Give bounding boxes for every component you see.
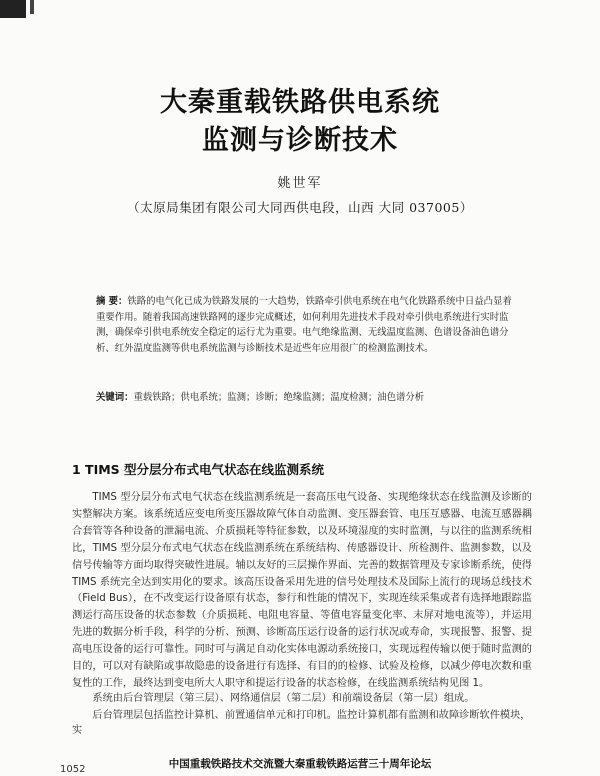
keywords-text: 重载铁路；供电系统；监测；诊断；绝缘监测；温度检测；油色谱分析: [133, 392, 425, 403]
author: 姚世军: [277, 176, 323, 191]
abstract-text: 铁路的电气化已成为铁路发展的一大趋势，铁路牵引供电系统在电气化铁路系统中日益凸显着重要作用。随着我国高速铁路网的逐步完成概述，如何利用先进技术手段对牵引供电系统进行实时监测，确保牵引供电系统安全稳定的运行尤为重要。电气绝缘监测、无线温度监测、色谱设备油色谱分析、红外温度监测等供电系统监测与诊断技术是近些年应用很广的检测监测技术。: [96, 296, 512, 354]
scan-corner-mark-2: [30, 0, 34, 14]
body-line-system-structure: 系统由后台管理层（第三层）、网络通信层（第二层）和前端设备层（第一层）组成。: [92, 693, 475, 704]
section-1-paragraph: TIMS 型分层分布式电气状态在线监测系统是一套高压电气设备、实现绝缘状态在线监测及诊断的实整解决方案。该系统适应变电所变压器故障气体自动监测、变压器套管、电压互感器、电流互感器耦合套管等各种设备的泄漏电流、介质损耗等特征参数，以及环境湿度的实时监测，与以往的监测系统相比，TIMS 型分层分布式电气状态在线监测系统在系统结构、传感器设计、所检测件、监测参数，以及信号传输等方面均取得突破性进展。辅以友好的三层操作界面、完善的数据管理及专家诊断系统，使得 TIMS 系统完全达到实用化的要求。该高压设备采用先进的信号处理技术及国际上流行的现场总线技术（Field Bus），在不改变运行设备原有状态，参行和性能的情况下，实现连续采集或者有选择地跟踪监测运行高压设备的状态参数（介质损耗、电阻电容量、等值电容量变化率、末屏对地电流等），并运用先进的数据分析手段，科学的分析、预测、诊断高压运行设备的运行状况或寿命，实现报警、报警、提高电压设备的运行可靠性。同时可与满足自动化实体电源动系统接口，实现远程传输以便于随时监测的目的，可以对有缺陷或事故隐患的设备进行有选择、有目的的检修、试验及检修，以减少停电次数和重复性的工作，最终达到变电所大人职守和提运行设备的状态检修，在线监测系统结构见图 1。: [72, 492, 532, 689]
keywords-label: 关键词：: [96, 392, 134, 403]
abstract-label: 摘 要：: [96, 296, 128, 307]
title-line-2: 监测与诊断技术: [202, 125, 398, 156]
affiliation: （太原局集团有限公司大同西供电段，山西 大同 037005）: [127, 200, 473, 215]
section-1-title: 1 TIMS 型分层分布式电气状态在线监测系统: [72, 462, 325, 477]
page-number: 1052: [60, 764, 86, 775]
body-line-backend: 后台管理层包括监控计算机、前置通信单元和打印机。监控计算机都有监测和故障诊断软件模块，实: [72, 710, 531, 736]
footer-conference: 中国重载铁路技术交流暨大秦重载铁路运营三十周年论坛: [168, 758, 432, 770]
title-line-1: 大秦重载铁路供电系统: [160, 87, 440, 118]
keywords: [96, 390, 516, 405]
abstract: [96, 294, 516, 356]
scan-corner-mark: [0, 0, 26, 18]
